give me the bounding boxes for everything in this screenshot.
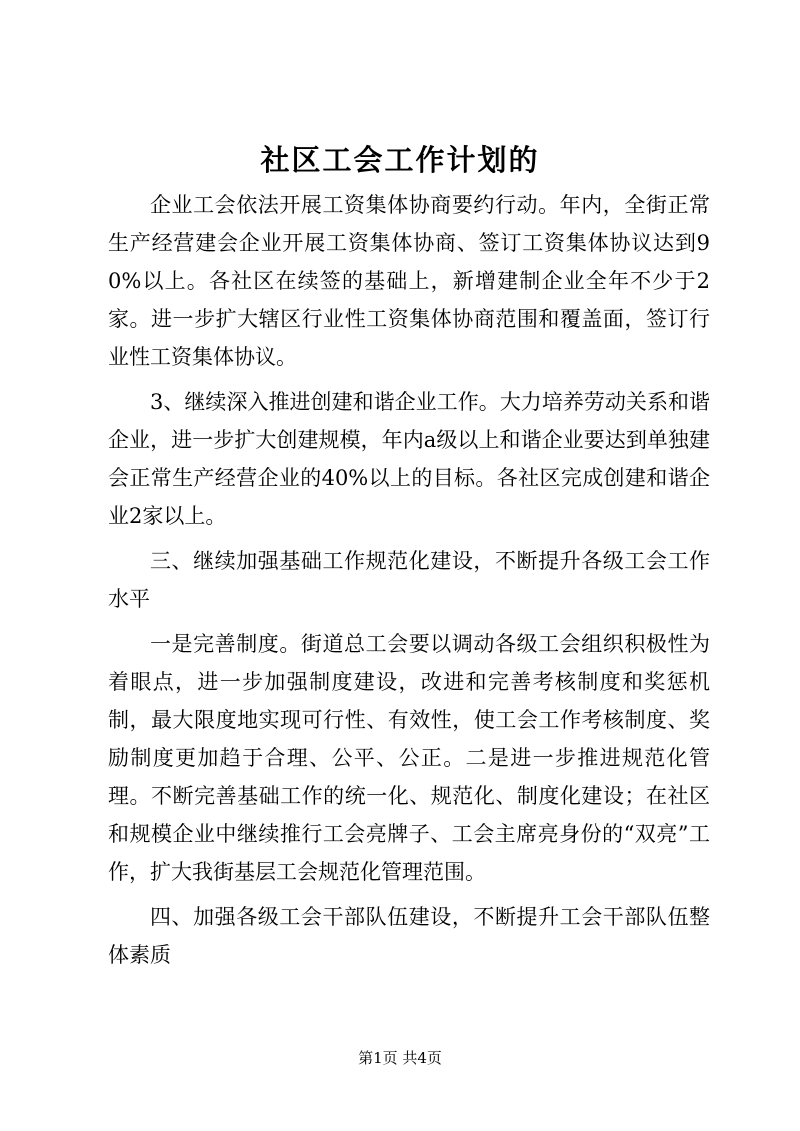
paragraph-5: 四、加强各级工会干部队伍建设，不断提升工会干部队伍整体素质 <box>108 905 710 967</box>
page-footer: 第1页 共4页 <box>358 1049 442 1067</box>
paragraph-3: 三、继续加强基础工作规范化建设，不断提升各级工会工作水平 <box>108 549 710 611</box>
document-title: 社区工会工作计划的 <box>260 143 540 177</box>
paragraph-1: 企业工会依法开展工资集体协商要约行动。年内，全街正常生产经营建会企业开展工资集体协商、签订工资集体协议达到90%以上。各社区在续签的基础上，新增建制企业全年不少于2家。进一步扩大辖区行业性工资集体协商范围和覆盖面，签订行业性工资集体协议。 <box>108 193 710 369</box>
paragraph-4: 一是完善制度。街道总工会要以调动各级工会组织积极性为着眼点，进一步加强制度建设，改进和完善考核制度和奖惩机制，最大限度地实现可行性、有效性，使工会工作考核制度、奖励制度更加趋于合理、公平、公正。二是进一步推进规范化管理。不断完善基础工作的统一化、规范化、制度化建设；在社区和规模企业中继续推行工会亮牌子、工会主席亮身份的“双亮”工作，扩大我街基层工会规范化管理范围。 <box>108 632 710 884</box>
paragraph-2: 3、继续深入推进创建和谐企业工作。大力培养劳动关系和谐企业，进一步扩大创建规模，年内a级以上和谐企业要达到单独建会正常生产经营企业的40%以上的目标。各社区完成创建和谐企业2家以上。 <box>108 390 710 528</box>
document-body <box>108 186 710 981</box>
